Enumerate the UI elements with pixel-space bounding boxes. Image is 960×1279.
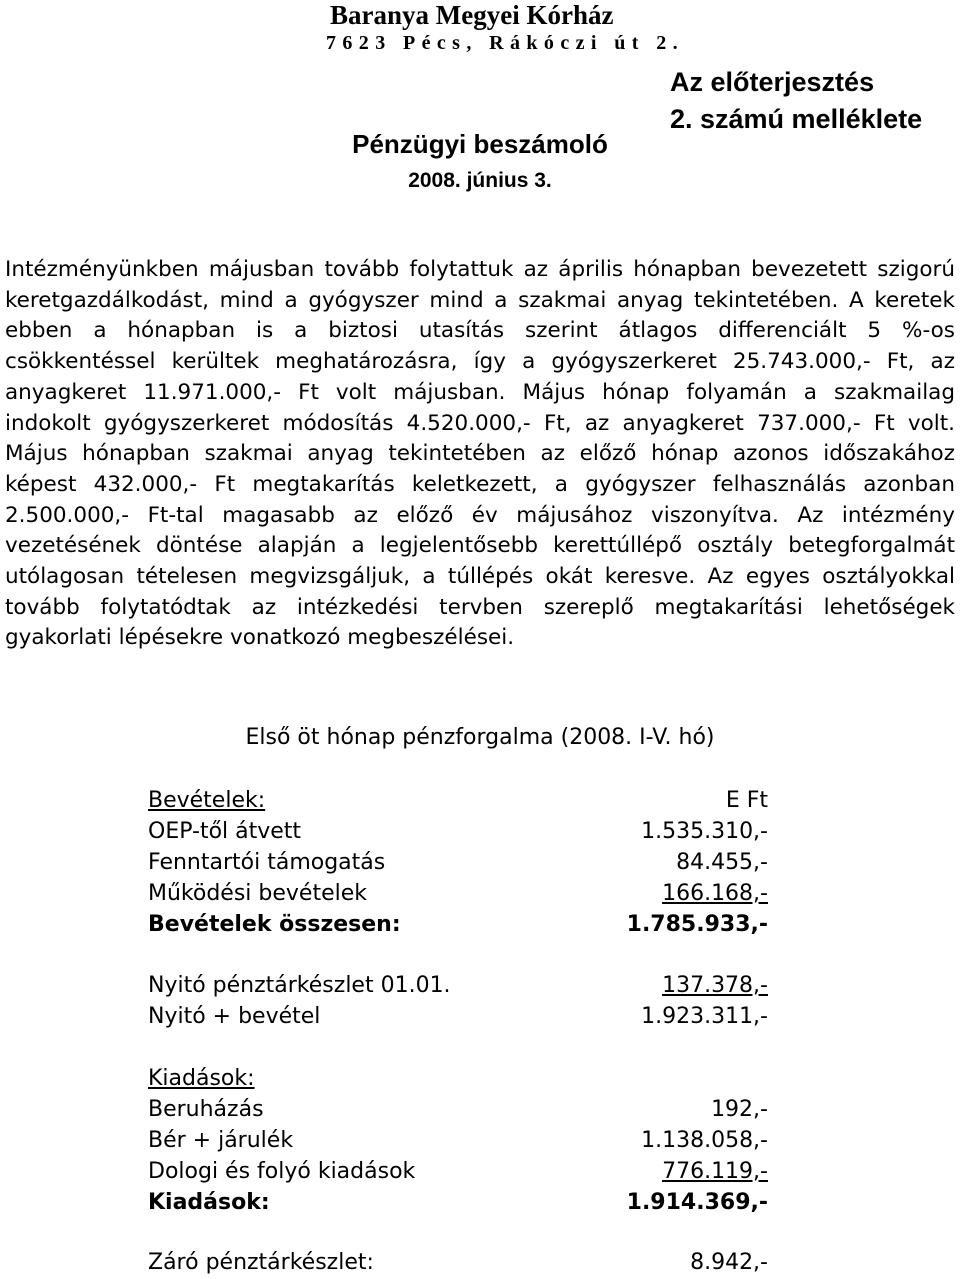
- expense-total-row: [148, 1187, 768, 1218]
- body-paragraph: Intézményünkben májusban tovább folytattuk az április hónapban bevezetett szigorú keretgazdálkodást, mind a gyógyszer mind a szakmai anyag tekintetében. A keretek ebben a hónapban is a biztosi utasítás szerint átlagos differenciált 5 %-os csökkentéssel kerültek meghatározásra, így a gyógyszerkeret 25.743.000,- Ft, az anyagkeret 11.971.000,- Ft volt májusban. Május hónap folyamán a szakmailag indokolt gyógyszerkeret módosítás 4.520.000,- Ft, az anyagkeret 737.000,- Ft volt. Május hónapban szakmai anyag tekintetében az előző hónap azonos időszakához képest 432.000,- Ft megtakarítás keletkezett, a gyógyszer felhasználás azonban 2.500.000,- Ft-tal magasabb az előző év májusához viszonyítva. Az intézmény vezetésének döntése alapján a legjelentősebb kerettúllépő osztály betegforgalmát utólagosan tételesen megvizsgáljuk, a túllépés okát keresve. Az egyes osztályokkal tovább folytatódtak az intézkedési tervben szereplő megtakarítási lehetőségek gyakorlati lépésekre vonatkozó megbeszélései.: [5, 257, 955, 651]
- revenue-total-value: 1.785.933,-: [626, 912, 768, 937]
- institution-address: 7623 Pécs, Rákóczi út 2.: [326, 32, 685, 54]
- expense-total-label: Kiadások:: [148, 1190, 270, 1215]
- expense-total-value: 1.914.369,-: [626, 1190, 768, 1215]
- row-value: 166.168,-: [662, 881, 768, 906]
- expense-header-row: [148, 1063, 768, 1094]
- annex-label: [670, 64, 922, 138]
- revenue-header: Bevételek:: [148, 788, 266, 813]
- revenue-row: [148, 847, 768, 878]
- opening-balance-row: [148, 970, 768, 1001]
- revenue-total-label: Bevételek összesen:: [148, 912, 401, 937]
- expense-row: [148, 1125, 768, 1156]
- row-label: Beruházás: [148, 1097, 264, 1122]
- opening-balance-label: Nyitó pénztárkészlet 01.01.: [148, 973, 451, 998]
- closing-balance-label: Záró pénztárkészlet:: [148, 1250, 374, 1275]
- revenue-row: [148, 878, 768, 909]
- row-label: Dologi és folyó kiadások: [148, 1159, 416, 1184]
- report-date: 2008. június 3.: [408, 169, 552, 192]
- closing-balance-row: [148, 1247, 768, 1278]
- opening-plus-revenue-value: 1.923.311,-: [641, 1004, 768, 1029]
- row-label: Bér + járulék: [148, 1128, 294, 1153]
- row-value: 776.119,-: [662, 1159, 768, 1184]
- row-label: Fenntartói támogatás: [148, 850, 386, 875]
- institution-name: Baranya Megyei Kórház: [330, 0, 614, 30]
- revenue-row: [148, 816, 768, 847]
- revenue-header-row: [148, 785, 768, 816]
- revenue-total-row: [148, 909, 768, 940]
- unit-label: E Ft: [725, 788, 768, 813]
- row-value: 1.138.058,-: [641, 1128, 768, 1153]
- row-value: 1.535.310,-: [641, 819, 768, 844]
- row-value: 84.455,-: [676, 850, 768, 875]
- row-label: Működési bevételek: [148, 881, 368, 906]
- row-value: 192,-: [711, 1097, 768, 1122]
- opening-plus-revenue-row: [148, 1001, 768, 1032]
- summary-title: Első öt hónap pénzforgalma (2008. I-V. hó): [245, 725, 715, 750]
- report-title: Pénzügyi beszámoló: [352, 129, 608, 159]
- annex-line-1: Az előterjesztés: [670, 67, 875, 97]
- annex-line-2: 2. számú melléklete: [670, 104, 923, 134]
- expense-header: Kiadások:: [148, 1066, 255, 1091]
- opening-balance-value: 137.378,-: [662, 973, 768, 998]
- closing-balance-value: 8.942,-: [690, 1250, 768, 1275]
- expense-row: [148, 1094, 768, 1125]
- opening-plus-revenue-label: Nyitó + bevétel: [148, 1004, 321, 1029]
- row-label: OEP-től átvett: [148, 819, 302, 844]
- expense-row: [148, 1156, 768, 1187]
